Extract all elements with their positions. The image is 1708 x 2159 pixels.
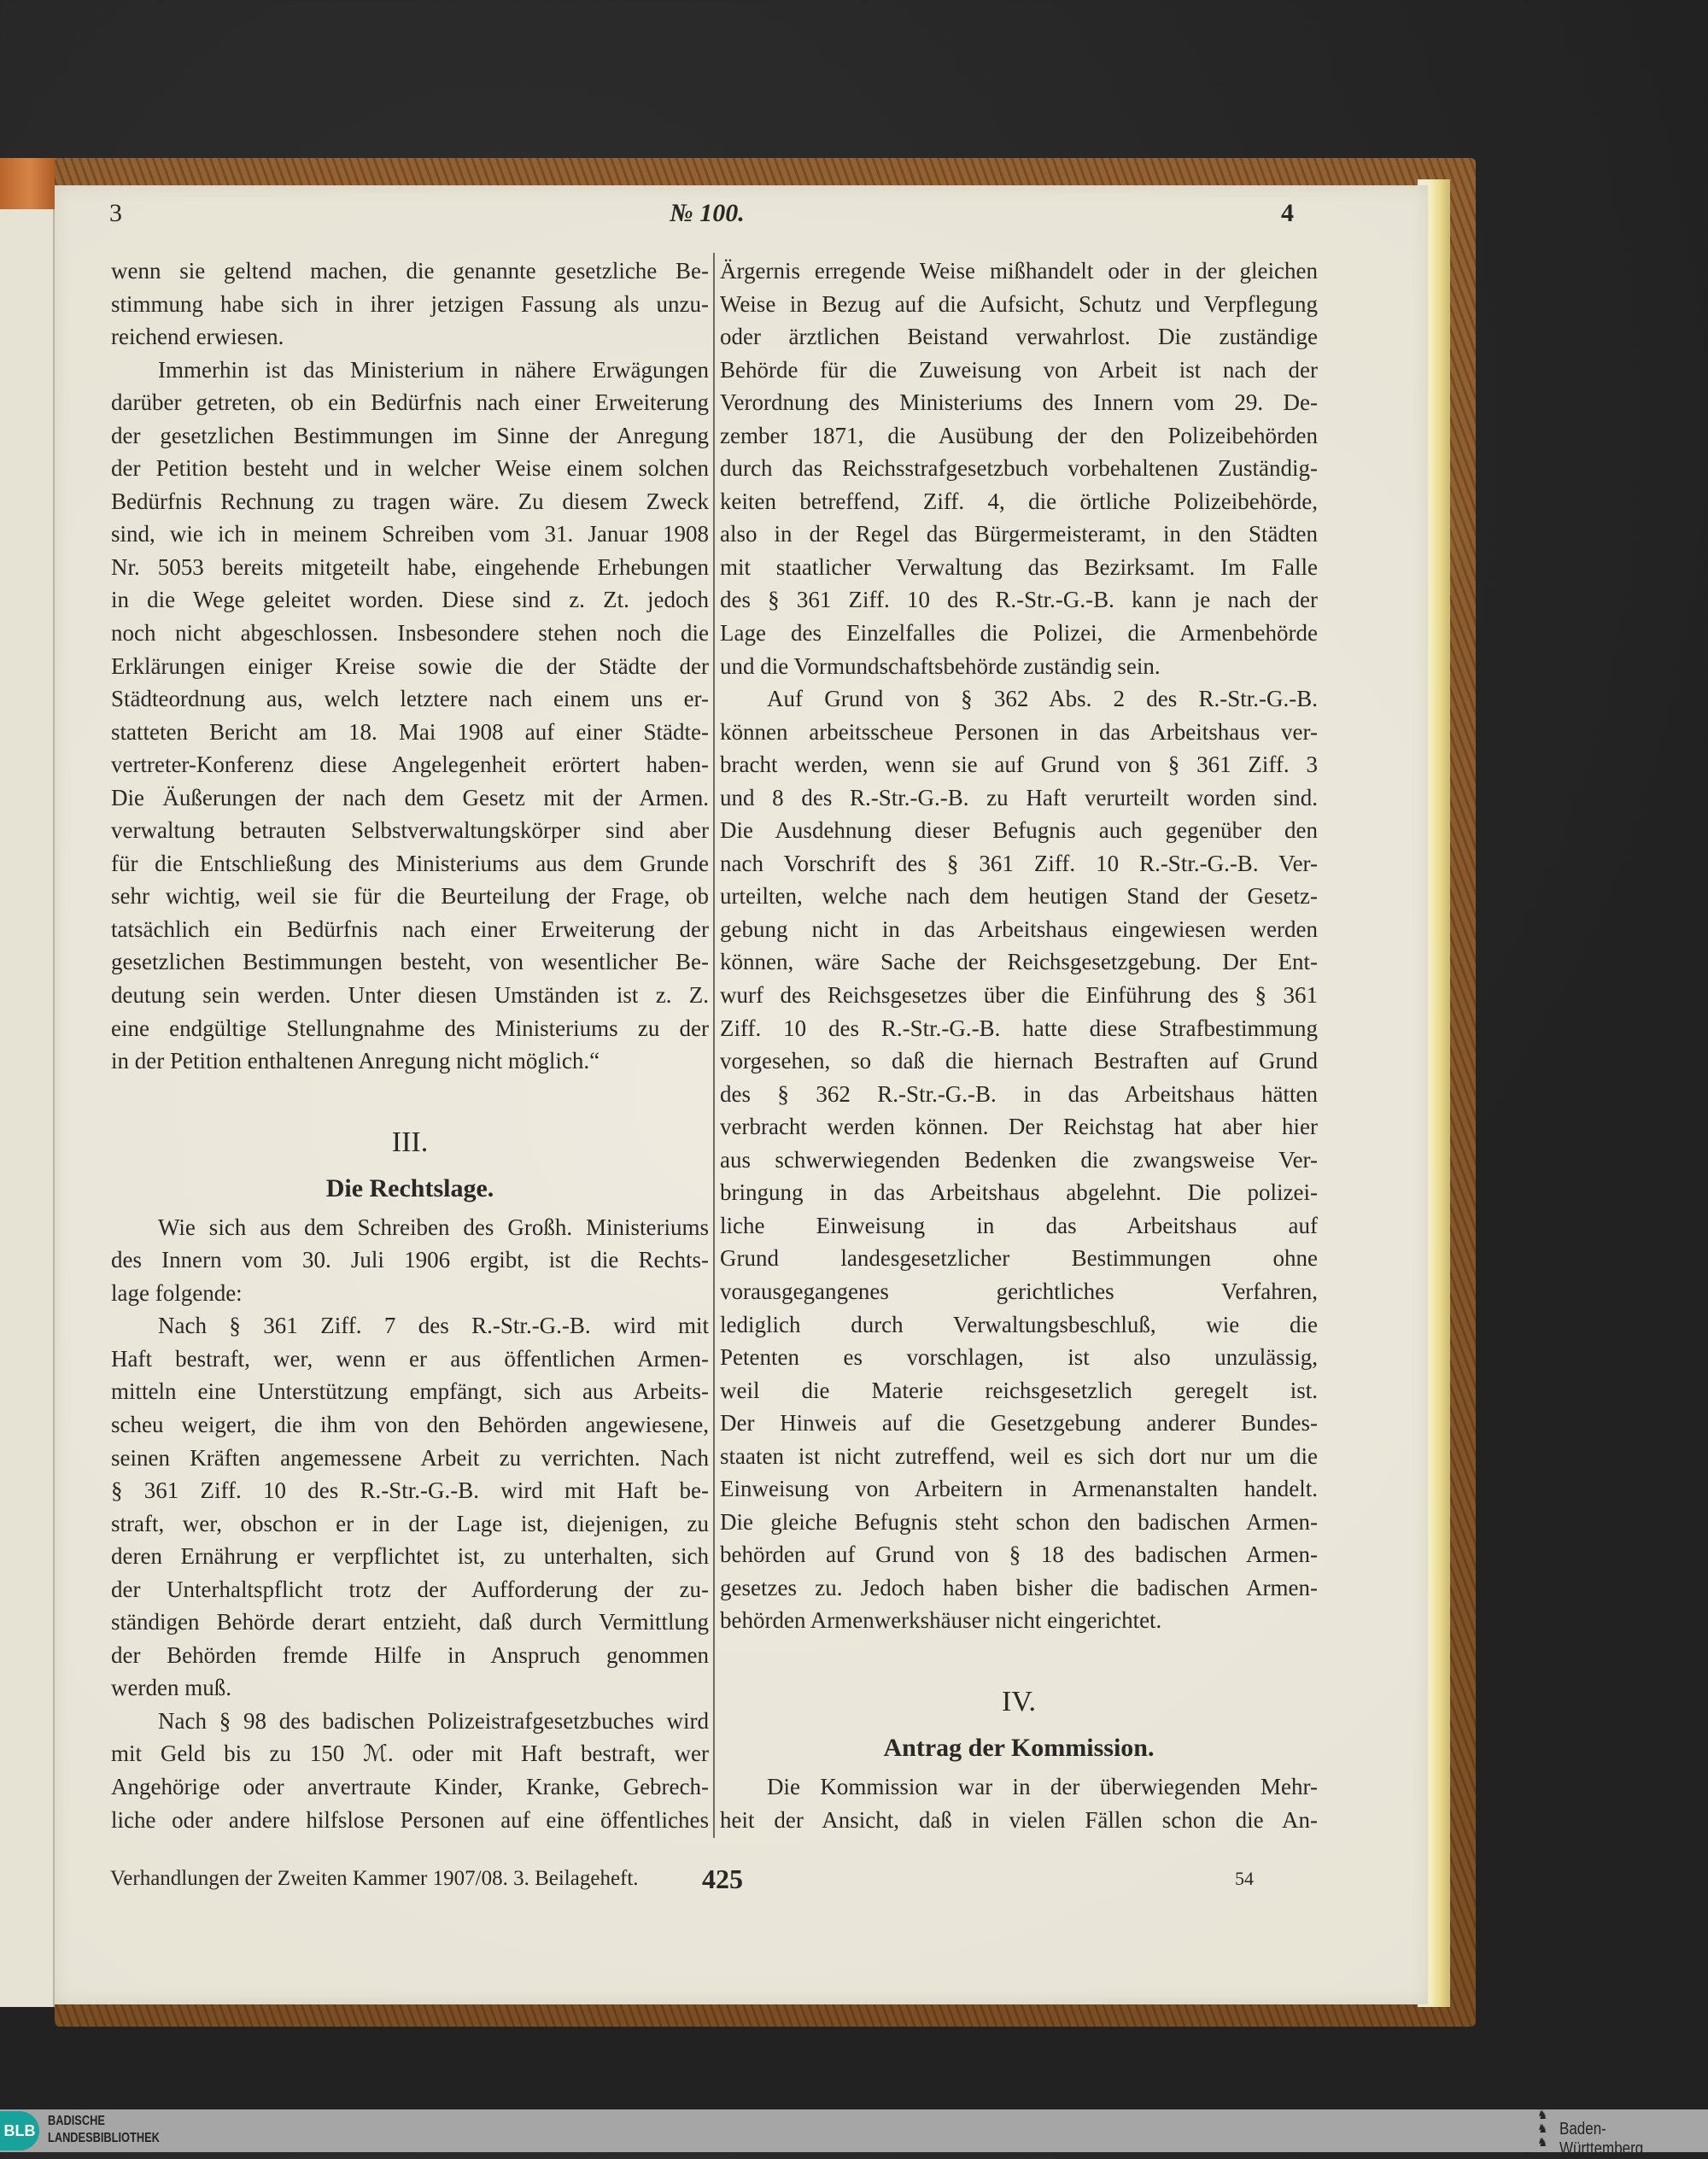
text-line: vertreter-Konferenz diese Angelegenheit erörtert haben- (111, 752, 709, 778)
text-line: können, wäre Sache der Reichsgesetzgebung. Der Ent- (720, 949, 1318, 975)
text-line: eine endgültige Stellungnahme des Ministeriums zu der (111, 1015, 709, 1041)
text-line: oder ärztlichen Beistand verwahrlost. Die zuständige (720, 324, 1318, 350)
right-column (720, 255, 1318, 1836)
text-line: scheu weigert, die ihm von den Behörden angewiesene, (111, 1411, 709, 1437)
previous-page-edge (0, 171, 55, 2007)
text-line: tatsächlich ein Bedürfnis nach einer Erweiterung der (111, 916, 709, 942)
lion-crest-icon: ♞ ♞ ♞ (1537, 2109, 1548, 2150)
text-line: des § 362 R.-Str.-G.-B. in das Arbeitshaus hätten (720, 1080, 1318, 1107)
text-line: heit der Ansicht, daß in vielen Fällen schon die An- (720, 1806, 1318, 1833)
text-line: mitteln eine Unterstützung empfängt, sich aus Arbeits- (111, 1378, 709, 1405)
column-divider (713, 253, 715, 1838)
paragraph (111, 1705, 709, 1836)
page-number-left: 3 (109, 199, 122, 227)
state-name[interactable]: Baden-Württemberg (1559, 2120, 1644, 2158)
text-line: Der Hinweis auf die Gesetzgebung anderer Bundes- (720, 1410, 1318, 1436)
text-line: straft, wer, obschon er in der Lage ist, diejenigen, zu (111, 1510, 709, 1536)
text-line: deutung sein werden. Unter diesen Umständen ist z. Z. (111, 982, 709, 1009)
text-line: seinen Kräften angemessene Arbeit zu verrichten. Nach (111, 1444, 709, 1471)
footer-signature: 54 (1235, 1868, 1254, 1889)
text-line: mit Geld bis zu 150 ℳ. oder mit Haft bestraft, wer (111, 1741, 709, 1767)
text-line: Nach § 361 Ziff. 7 des R.-Str.-G.-B. wird mit (158, 1313, 709, 1339)
text-line: Einweisung von Arbeitern in Armenanstalten handelt. (720, 1476, 1318, 1502)
section-heading: Antrag der Kommission. (883, 1733, 1155, 1762)
text-line: liche Einweisung in das Arbeitshaus auf (720, 1212, 1318, 1238)
text-line: Angehörige oder anvertraute Kinder, Kranke, Gebrech- (111, 1773, 709, 1799)
text-line: verwaltung betrauten Selbstverwaltungskörper sind aber (111, 817, 709, 844)
text-line: deren Ernährung er verpflichtet ist, zu unterhalten, sich (111, 1543, 709, 1570)
library-name-line1: BADISCHE (48, 2114, 105, 2128)
paragraph (720, 1770, 1318, 1836)
text-line: Ärgernis erregende Weise mißhandelt oder in der gleichen (720, 258, 1318, 284)
text-line: sehr wichtig, weil sie für die Beurteilung der Frage, ob (111, 883, 709, 910)
text-line: mit staatlicher Verwaltung das Bezirksamt. Im Falle (720, 553, 1318, 580)
text-line: Behörde für die Zuweisung von Arbeit ist nach der (720, 356, 1318, 383)
text-line: Auf Grund von § 362 Abs. 2 des R.-Str.-G.-B. (767, 686, 1318, 712)
section-numeral: IV. (1002, 1685, 1036, 1717)
text-line: Ziff. 10 des R.-Str.-G.-B. hatte diese Strafbestimmung (720, 1015, 1318, 1041)
text-line: staaten ist nicht zutreffend, weil es sich dort nur um die (720, 1442, 1318, 1469)
left-column (111, 255, 709, 1836)
text-line: liche oder andere hilfslose Personen auf eine öffentliches (111, 1806, 709, 1833)
text-line: bringung in das Arbeitshaus abgelehnt. Die polizei- (720, 1179, 1318, 1206)
text-line: nach Vorschrift des § 361 Ziff. 10 R.-Str.-G.-B. Ver- (720, 850, 1318, 876)
text-line: vorausgegangenes gerichtliches Verfahren, (720, 1278, 1318, 1304)
text-line: Die Äußerungen der nach dem Gesetz mit der Armen. (111, 784, 709, 810)
text-line: Wie sich aus dem Schreiben des Großh. Ministeriums (158, 1214, 709, 1240)
library-name-line2: LANDESBIBLIOTHEK (48, 2131, 160, 2145)
paragraph (720, 682, 1318, 1637)
library-name[interactable] (48, 2113, 160, 2147)
text-line: Städteordnung aus, welch letztere nach einem uns er- (111, 686, 709, 712)
text-line: Die gleiche Befugnis steht schon den badischen Armen- (720, 1508, 1318, 1535)
text-line: Haft bestraft, wer, wenn er aus öffentlichen Armen- (111, 1345, 709, 1372)
text-line: Grund landesgesetzlicher Bestimmungen ohne (720, 1245, 1318, 1272)
text-line: behörden Armenwerkshäuser nicht eingerichtet. (720, 1607, 1162, 1634)
text-line: aus schwerwiegenden Bedenken die zwangsweise Ver- (720, 1146, 1318, 1173)
text-line: ständigen Behörde derart entzieht, daß durch Vermittlung (111, 1609, 709, 1635)
text-line: wenn sie geltend machen, die genannte gesetzliche Be- (111, 258, 709, 284)
text-line: gesetzes zu. Jedoch haben bisher die badischen Armen- (720, 1574, 1318, 1600)
paragraph (111, 354, 709, 1078)
paragraph (111, 1309, 709, 1705)
viewer-bottom-bar (0, 2109, 1708, 2152)
text-line: also in der Regel das Bürgermeisteramt, in den Städten (720, 521, 1318, 547)
text-line: Nr. 5053 bereits mitgeteilt habe, eingehende Erhebungen (111, 553, 709, 580)
text-line: der gesetzlichen Bestimmungen im Sinne der Anregung (111, 422, 709, 448)
text-line: lediglich durch Verwaltungsbeschluß, wie die (720, 1311, 1318, 1337)
text-line: in der Petition enthaltenen Anregung nicht möglich.“ (111, 1048, 600, 1074)
text-line: des § 361 Ziff. 10 des R.-Str.-G.-B. kann je nach der (720, 587, 1318, 613)
text-line: urteilten, welche nach dem heutigen Stand der Gesetz- (720, 883, 1318, 910)
section-heading: Die Rechtslage. (325, 1173, 494, 1202)
text-line: werden muß. (111, 1675, 231, 1701)
text-line: Weise in Bezug auf die Aufsicht, Schutz und Verpflegung (720, 290, 1318, 317)
text-line: darüber getreten, ob ein Bedürfnis nach einer Erweiterung (111, 389, 709, 416)
page-number-right: 4 (1281, 199, 1294, 227)
text-line: statteten Bericht am 18. Mai 1908 auf einer Städte- (111, 718, 709, 745)
text-line: Die Ausdehnung dieser Befugnis auch gegenüber den (720, 817, 1318, 844)
text-line: können arbeitsscheue Personen in das Arbeitshaus ver- (720, 718, 1318, 745)
text-line: durch das Reichsstrafgesetzbuch vorbehaltenen Zuständig- (720, 455, 1318, 482)
text-line: wurf des Reichsgesetzes über die Einführung des § 361 (720, 982, 1318, 1009)
text-line: lage folgende: (111, 1279, 243, 1306)
text-line: reichend erwiesen. (111, 324, 284, 350)
text-line: Die Kommission war in der überwiegenden Mehr- (767, 1773, 1318, 1799)
text-line: Petenten es vorschlagen, ist also unzulässig, (720, 1344, 1318, 1371)
text-line: der Petition besteht und in welcher Weise einem solchen (111, 455, 709, 482)
text-line: der Unterhaltspflicht trotz der Aufforderung der zu- (111, 1576, 709, 1602)
text-line: § 361 Ziff. 10 des R.-Str.-G.-B. wird mit Haft be- (111, 1477, 709, 1504)
text-line: vorgesehen, so daß die hiernach Bestraften auf Grund (720, 1048, 1318, 1074)
text-line: gesetzlichen Bestimmungen besteht, von wesentlicher Be- (111, 949, 709, 975)
text-line: Immerhin ist das Ministerium in nähere Erwägungen (158, 356, 709, 383)
text-line: weil die Materie reichsgesetzlich geregelt ist. (720, 1377, 1318, 1403)
text-line: behörden auf Grund von § 18 des badischen Armen- (720, 1542, 1318, 1568)
text-line: Verordnung des Ministeriums des Innern vom 29. De- (720, 389, 1318, 416)
text-line: Nach § 98 des badischen Polizeistrafgesetzbuches wird (158, 1707, 709, 1734)
paragraph (111, 255, 709, 354)
text-line: und 8 des R.-Str.-G.-B. zu Haft verurteilt worden sind. (720, 784, 1318, 810)
text-line: keiten betreffend, Ziff. 4, die örtliche Polizeibehörde, (720, 488, 1318, 514)
footer-publication: Verhandlungen der Zweiten Kammer 1907/08. 3. Beilageheft. (110, 1867, 639, 1890)
text-line: für die Entschließung des Ministeriums aus dem Grunde (111, 850, 709, 876)
text-line: der Behörden fremde Hilfe in Anspruch genommen (111, 1641, 709, 1668)
text-line: noch nicht abgeschlossen. Insbesondere stehen noch die (111, 620, 709, 647)
paragraph (720, 255, 1318, 682)
text-line: bracht werden, wenn sie auf Grund von § 361 Ziff. 3 (720, 752, 1318, 778)
book-spine (0, 158, 60, 209)
text-line: sind, wie ich in meinem Schreiben vom 31. Januar 1908 (111, 521, 709, 547)
section-numeral: III. (391, 1126, 429, 1158)
text-line: Erklärungen einiger Kreise sowie die der Städte der (111, 652, 709, 679)
text-line: Lage des Einzelfalles die Polizei, die Armenbehörde (720, 620, 1318, 647)
footer-page-number: 425 (702, 1864, 743, 1894)
text-line: verbracht werden können. Der Reichstag hat aber hier (720, 1114, 1318, 1140)
text-line: in die Wege geleitet worden. Diese sind z. Zt. jedoch (111, 587, 709, 613)
text-line: gebung nicht in das Arbeitshaus eingewiesen werden (720, 916, 1318, 942)
text-line: stimmung habe sich in ihrer jetzigen Fassung als unzu- (111, 290, 709, 317)
blb-logo[interactable]: BLB (0, 2111, 39, 2150)
text-line: Bedürfnis Rechnung zu tragen wäre. Zu diesem Zweck (111, 488, 709, 514)
text-line: und die Vormundschaftsbehörde zuständig sein. (720, 652, 1161, 679)
document-number: № 100. (670, 199, 745, 227)
paragraph (111, 1211, 709, 1310)
text-line: des Innern vom 30. Juli 1906 ergibt, ist die Rechts- (111, 1247, 709, 1273)
text-line: zember 1871, die Ausübung der den Polizeibehörden (720, 422, 1318, 448)
